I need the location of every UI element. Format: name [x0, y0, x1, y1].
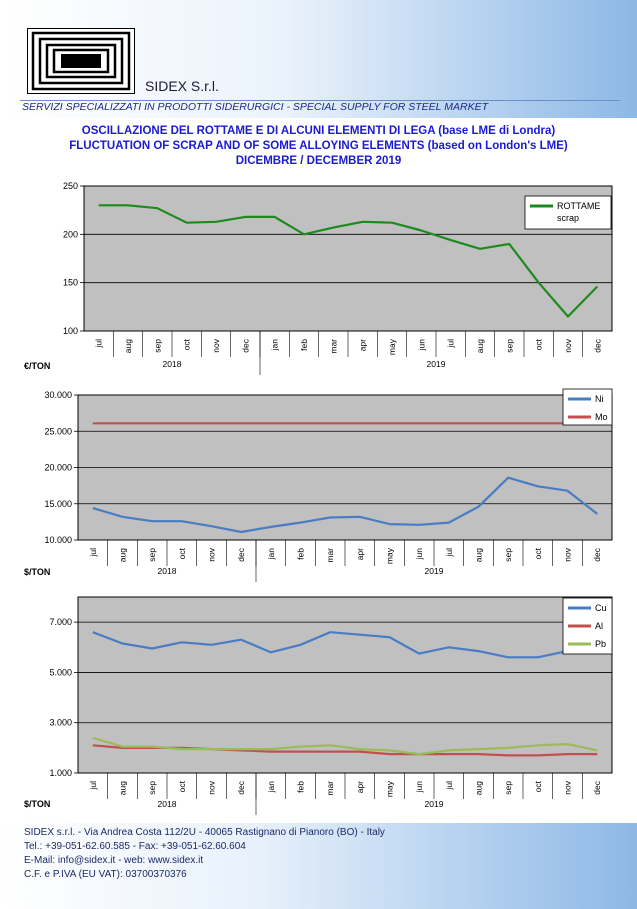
x-tick-label: jan: [265, 781, 276, 793]
y-tick-label: 30.000: [44, 390, 72, 400]
sidex-logo-icon: [27, 28, 135, 94]
company-name: SIDEX S.r.l.: [145, 78, 219, 94]
x-tick-label: mar: [325, 781, 336, 796]
x-tick-label: dec: [592, 548, 603, 562]
report-titles: [0, 124, 637, 169]
legend-label: Pb: [595, 639, 607, 649]
x-tick-label: oct: [176, 548, 187, 560]
x-tick-label: mar: [325, 548, 336, 563]
y-tick-label: 5.000: [49, 667, 72, 678]
footer-phone: Tel.: +39-051-62.60.585 - Fax: +39-051-62.60.604: [24, 841, 246, 852]
x-tick-label: feb: [299, 339, 309, 351]
x-tick-label: aug: [123, 339, 133, 354]
x-tick-label: may: [384, 548, 395, 565]
year-label: 2019: [426, 359, 446, 369]
x-tick-label: nov: [562, 781, 573, 795]
x-tick-label: jan: [269, 339, 280, 351]
x-tick-label: sep: [503, 781, 514, 795]
x-tick-label: may: [387, 339, 397, 356]
x-tick-label: dec: [592, 339, 603, 353]
legend-label: Mo: [595, 412, 608, 422]
x-tick-label: aug: [117, 548, 128, 563]
legend-sublabel: scrap: [557, 213, 580, 223]
x-tick-label: jul: [87, 781, 98, 790]
legend-label: Al: [595, 621, 604, 631]
x-tick-label: aug: [117, 781, 128, 796]
y-tick-label: 7.000: [49, 617, 72, 628]
x-tick-label: nov: [206, 781, 217, 795]
y-tick-label: 100: [62, 326, 78, 336]
x-tick-label: jul: [443, 781, 454, 790]
x-tick-label: aug: [475, 339, 485, 354]
year-label: 2018: [162, 359, 182, 369]
x-tick-label: apr: [354, 548, 365, 561]
x-tick-label: apr: [357, 339, 368, 352]
x-tick-label: jan: [265, 548, 276, 560]
y-tick-label: 200: [62, 229, 78, 240]
footer: [0, 823, 637, 909]
x-tick-label: nov: [211, 339, 221, 353]
scrap-chart: [0, 176, 637, 376]
footer-address: SIDEX s.r.l. - Via Andrea Costa 112/2U - 40065 Rastignano di Pianoro (BO) - Italy: [24, 827, 385, 838]
y-tick-label: 3.000: [49, 717, 72, 728]
x-tick-label: sep: [147, 548, 158, 562]
unit-label: $/TON: [24, 567, 51, 577]
x-tick-label: dec: [236, 548, 247, 562]
y-tick-label: 15.000: [44, 498, 72, 509]
ni-mo-chart: [0, 385, 637, 583]
x-tick-label: dec: [240, 339, 251, 353]
title-line-2: FLUCTUATION OF SCRAP AND OF SOME ALLOYING ELEMENTS (based on London's LME): [69, 140, 568, 152]
x-tick-label: jun: [414, 548, 425, 560]
legend-label: Ni: [595, 394, 604, 404]
x-tick-label: jul: [445, 339, 456, 348]
x-tick-label: may: [384, 781, 395, 798]
title-line-1: OSCILLAZIONE DEL ROTTAME E DI ALCUNI ELEMENTI DI LEGA (base LME di Londra): [81, 125, 556, 137]
x-tick-label: nov: [563, 339, 573, 353]
x-tick-label: oct: [176, 781, 187, 793]
x-tick-label: jul: [87, 548, 98, 557]
cu-al-pb-chart: [0, 591, 637, 816]
x-tick-label: jul: [443, 548, 454, 557]
y-tick-label: 25.000: [44, 426, 72, 437]
footer-contact: E-Mail: info@sidex.it - web: www.sidex.it: [24, 855, 204, 866]
x-tick-label: aug: [473, 548, 484, 563]
year-label: 2018: [157, 799, 177, 809]
x-tick-label: oct: [532, 548, 543, 560]
x-tick-label: mar: [328, 339, 339, 354]
unit-label: €/TON: [24, 361, 51, 371]
x-tick-label: oct: [181, 339, 192, 351]
y-tick-label: 10.000: [44, 535, 72, 545]
x-tick-label: dec: [592, 781, 603, 795]
year-label: 2019: [424, 566, 444, 576]
y-tick-label: 1.000: [49, 768, 72, 778]
x-tick-label: sep: [152, 339, 163, 353]
y-tick-label: 250: [62, 181, 78, 191]
x-tick-label: feb: [295, 781, 306, 793]
x-tick-label: jul: [93, 339, 104, 348]
year-label: 2019: [424, 799, 444, 809]
x-tick-label: nov: [562, 548, 573, 562]
x-tick-label: jun: [414, 781, 425, 793]
legend-label: Cu: [595, 603, 607, 613]
x-tick-label: sep: [504, 339, 515, 353]
x-tick-label: apr: [354, 781, 365, 794]
tagline: SERVIZI SPECIALIZZATI IN PRODOTTI SIDERURGICI - SPECIAL SUPPLY FOR STEEL MARKET: [22, 101, 488, 113]
title-line-3: DICEMBRE / DECEMBER 2019: [235, 155, 402, 167]
x-tick-label: dec: [236, 781, 247, 795]
x-tick-label: sep: [147, 781, 158, 795]
x-tick-label: aug: [473, 781, 484, 796]
y-tick-label: 20.000: [44, 462, 72, 473]
x-tick-label: oct: [533, 339, 544, 351]
footer-vat: C.F. e P.IVA (EU VAT): 03700370376: [24, 869, 187, 880]
legend-label: ROTTAME: [557, 201, 601, 211]
year-label: 2018: [157, 566, 177, 576]
x-tick-label: jun: [416, 339, 427, 351]
x-tick-label: sep: [503, 548, 514, 562]
y-tick-label: 150: [62, 277, 78, 288]
x-tick-label: nov: [206, 548, 217, 562]
x-tick-label: feb: [295, 548, 306, 560]
x-tick-label: oct: [532, 781, 543, 793]
unit-label: $/TON: [24, 799, 51, 809]
